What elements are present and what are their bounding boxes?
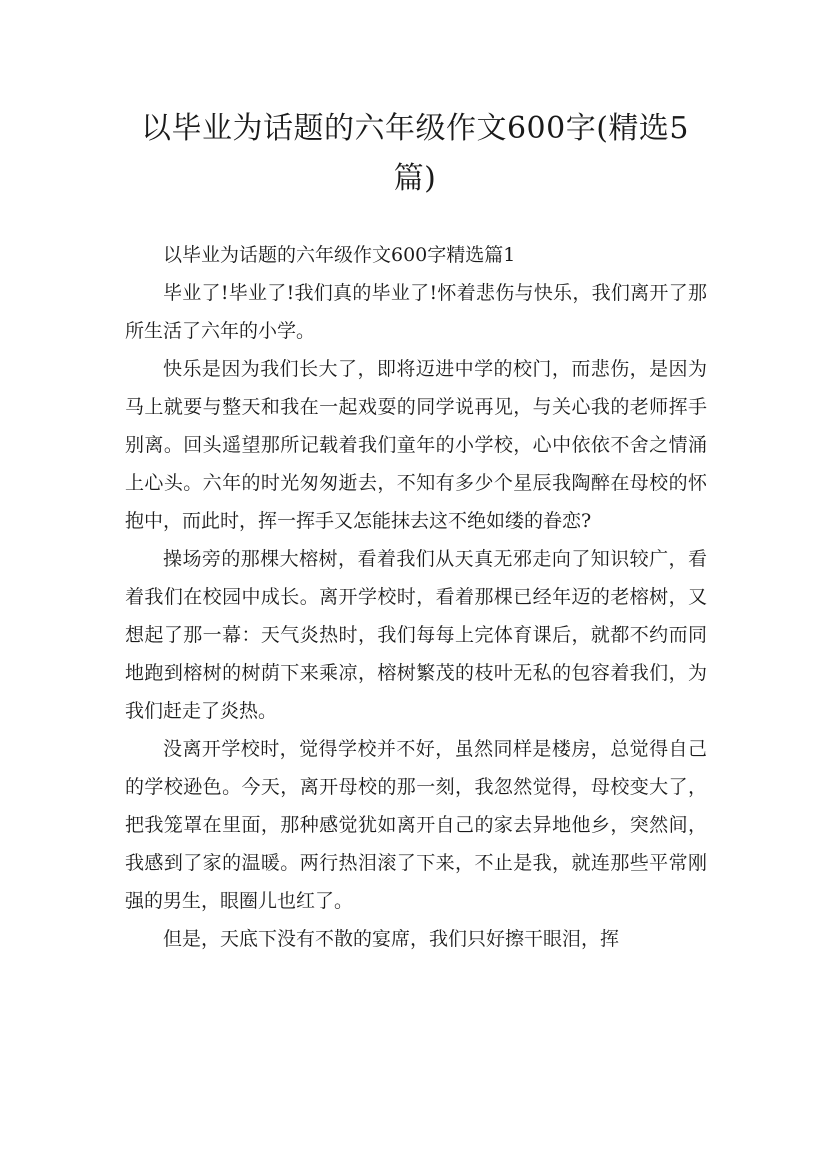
paragraph: 没离开学校时，觉得学校并不好，虽然同样是楼房，总觉得自己的学校逊色。今天，离开母校的那一刻，我忽然觉得，母校变大了，把我笼罩在里面，那种感觉犹如离开自己的家去异地他乡，突然间，我感到了家的温暖。两行热泪滚了下来，不止是我，就连那些平常刚强的男生，眼圈儿也红了。 <box>125 738 707 912</box>
paragraph: 毕业了!毕业了!我们真的毕业了!怀着悲伤与快乐，我们离开了那所生活了六年的小学。 <box>125 282 707 342</box>
paragraph: 操场旁的那棵大榕树，看着我们从天真无邪走向了知识较广，看着我们在校园中成长。离开学校时，看着那棵已经年迈的老榕树，又想起了那一幕：天气炎热时，我们每每上完体育课后，就都不约而同地跑到榕树的树荫下来乘凉，榕树繁茂的枝叶无私的包容着我们，为我们赶走了炎热。 <box>125 548 707 722</box>
document-body <box>125 236 707 958</box>
paragraph: 快乐是因为我们长大了，即将迈进中学的校门，而悲伤，是因为马上就要与整天和我在一起戏耍的同学说再见，与关心我的老师挥手别离。回头遥望那所记载着我们童年的小学校，心中依依不舍之情涌上心头。六年的时光匆匆逝去，不知有多少个星辰我陶醉在母校的怀抱中，而此时，挥一挥手又怎能抹去这不绝如缕的眷恋? <box>125 358 707 532</box>
document-title: 以毕业为话题的六年级作文600字(精选5篇) <box>140 111 690 196</box>
essay-heading: 以毕业为话题的六年级作文600字精选篇1 <box>163 244 516 266</box>
paragraph: 但是，天底下没有不散的宴席，我们只好擦干眼泪，挥 <box>163 928 620 950</box>
